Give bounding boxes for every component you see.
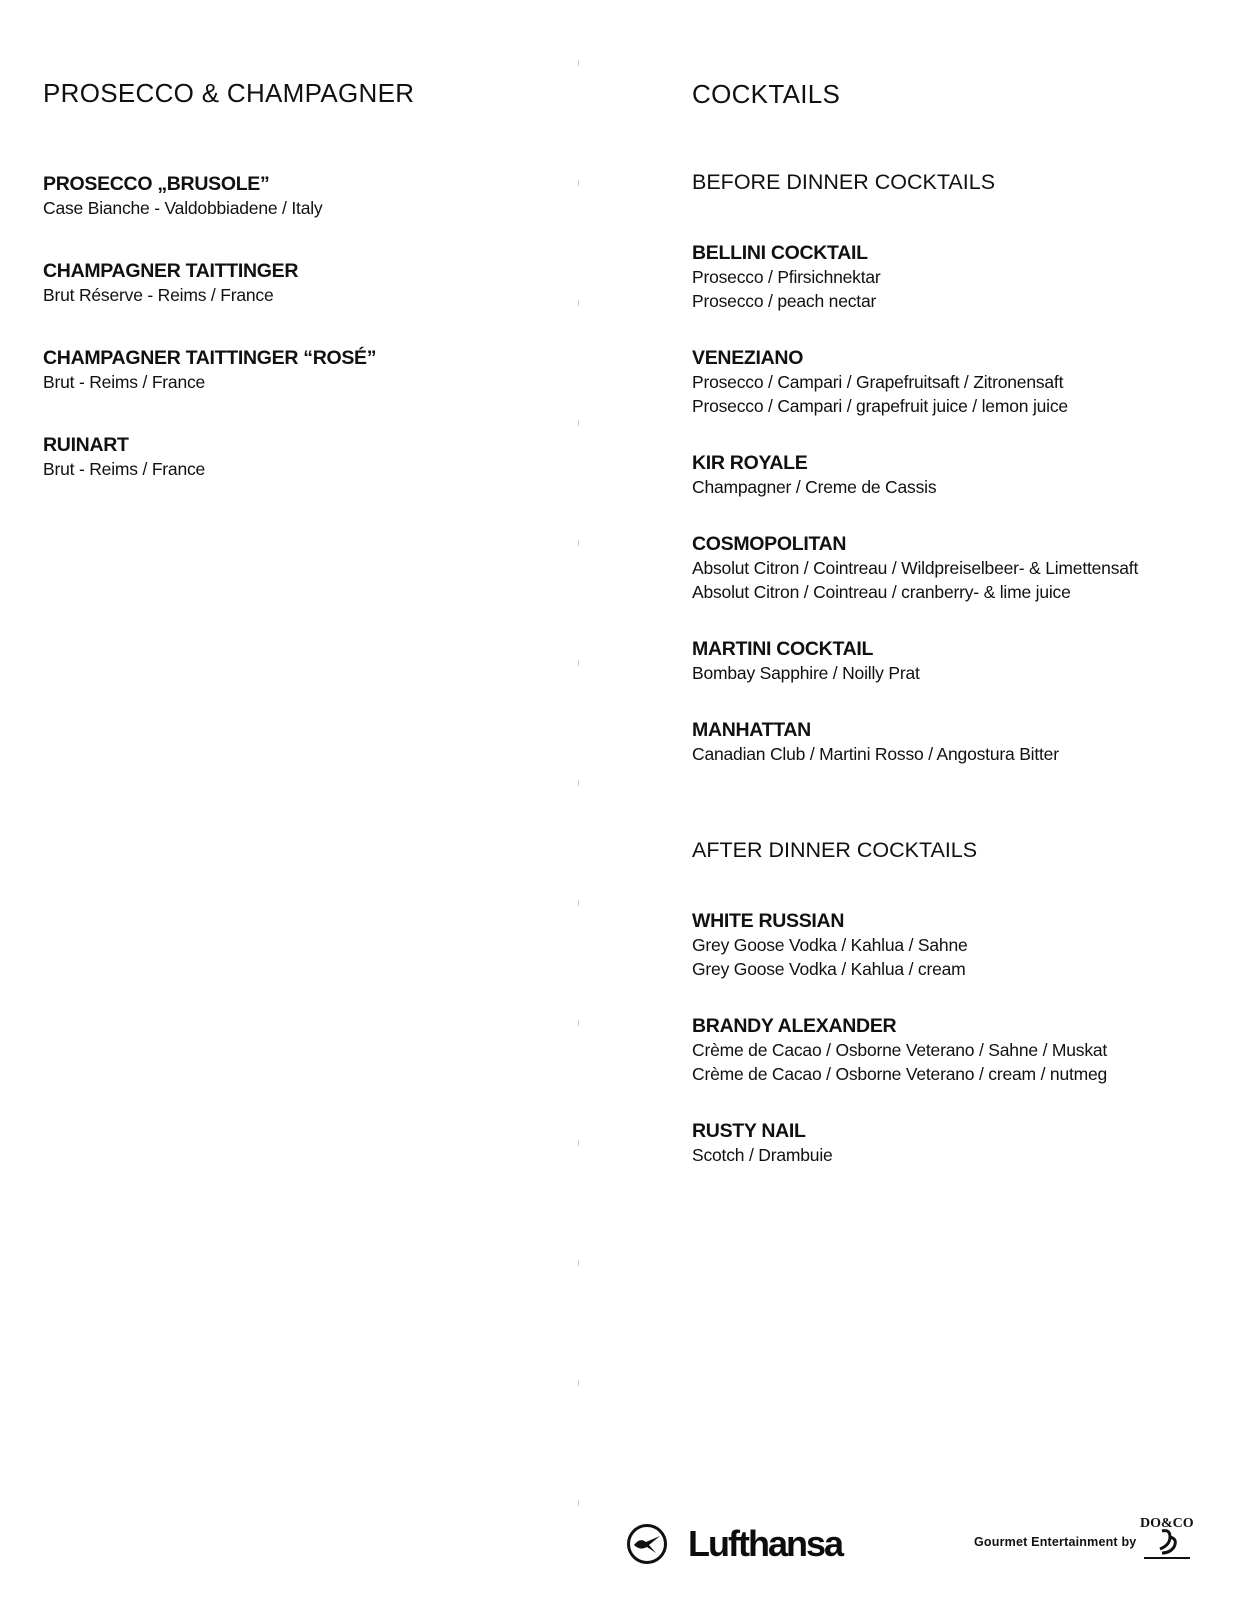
item-name: RUINART <box>43 434 129 456</box>
item-name: WHITE RUSSIAN <box>692 910 845 932</box>
svg-text:DO&CO: DO&CO <box>1140 1516 1194 1531</box>
group-title-after-dinner: AFTER DINNER COCKTAILS <box>692 838 978 862</box>
menu-item <box>692 451 1232 499</box>
item-description: Absolut Citron / Cointreau / Wildpreiselbeer- & Limettensaft <box>692 558 1139 578</box>
menu-item <box>692 1119 1232 1167</box>
doco-logo-icon <box>1140 1513 1200 1563</box>
item-description: Crème de Cacao / Osborne Veterano / Sahne / Muskat <box>692 1040 1108 1060</box>
gourmet-entertainment-label: Gourmet Entertainment by <box>974 1535 1137 1549</box>
menu-item <box>692 532 1232 604</box>
menu-item <box>43 433 563 481</box>
item-description: Brut Réserve - Reims / France <box>43 285 274 305</box>
menu-item <box>43 172 563 220</box>
menu-item <box>692 346 1232 418</box>
item-name: KIR ROYALE <box>692 452 808 474</box>
item-description: Absolut Citron / Cointreau / cranberry- & lime juice <box>692 582 1071 602</box>
section-title-cocktails: COCKTAILS <box>692 79 841 109</box>
item-name: MARTINI COCKTAIL <box>692 638 874 660</box>
brand-name: Lufthansa <box>688 1523 843 1564</box>
menu-item <box>692 1014 1232 1086</box>
item-description: Prosecco / peach nectar <box>692 291 877 311</box>
item-description: Grey Goose Vodka / Kahlua / cream <box>692 959 966 979</box>
section-title-prosecco-champagner: PROSECCO & CHAMPAGNER <box>43 78 415 108</box>
item-description: Prosecco / Pfirsichnektar <box>692 267 881 287</box>
item-name: PROSECCO „BRUSOLE” <box>43 173 270 195</box>
menu-item <box>692 718 1232 766</box>
lufthansa-brand <box>626 1523 842 1565</box>
menu-item <box>692 241 1232 313</box>
item-name: MANHATTAN <box>692 719 811 741</box>
item-name: BRANDY ALEXANDER <box>692 1015 897 1037</box>
menu-item <box>43 259 563 307</box>
page-fold-line <box>578 0 579 1600</box>
prosecco-champagne-column <box>43 78 563 481</box>
item-description: Prosecco / Campari / grapefruit juice / lemon juice <box>692 396 1068 416</box>
item-description: Prosecco / Campari / Grapefruitsaft / Zitronensaft <box>692 372 1064 392</box>
item-name: CHAMPAGNER TAITTINGER “ROSÉ” <box>43 347 377 369</box>
item-name: BELLINI COCKTAIL <box>692 242 868 264</box>
item-name: COSMOPOLITAN <box>692 533 847 555</box>
item-name: CHAMPAGNER TAITTINGER <box>43 260 299 282</box>
item-name: VENEZIANO <box>692 347 804 369</box>
cocktails-column <box>692 79 1232 1167</box>
item-description: Case Bianche - Valdobbiadene / Italy <box>43 198 323 218</box>
item-description: Bombay Sapphire / Noilly Prat <box>692 663 920 683</box>
item-name: RUSTY NAIL <box>692 1120 806 1142</box>
group-title-before-dinner: BEFORE DINNER COCKTAILS <box>692 170 996 194</box>
item-description: Champagner / Creme de Cassis <box>692 477 937 497</box>
item-description: Scotch / Drambuie <box>692 1145 833 1165</box>
item-description: Grey Goose Vodka / Kahlua / Sahne <box>692 935 968 955</box>
item-description: Canadian Club / Martini Rosso / Angostura Bitter <box>692 744 1059 764</box>
item-description: Crème de Cacao / Osborne Veterano / cream / nutmeg <box>692 1064 1108 1084</box>
menu-item <box>43 346 563 394</box>
item-description: Brut - Reims / France <box>43 372 206 392</box>
menu-item <box>692 909 1232 981</box>
lufthansa-crane-icon <box>626 1523 668 1565</box>
item-description: Brut - Reims / France <box>43 459 206 479</box>
menu-item <box>692 637 1232 685</box>
